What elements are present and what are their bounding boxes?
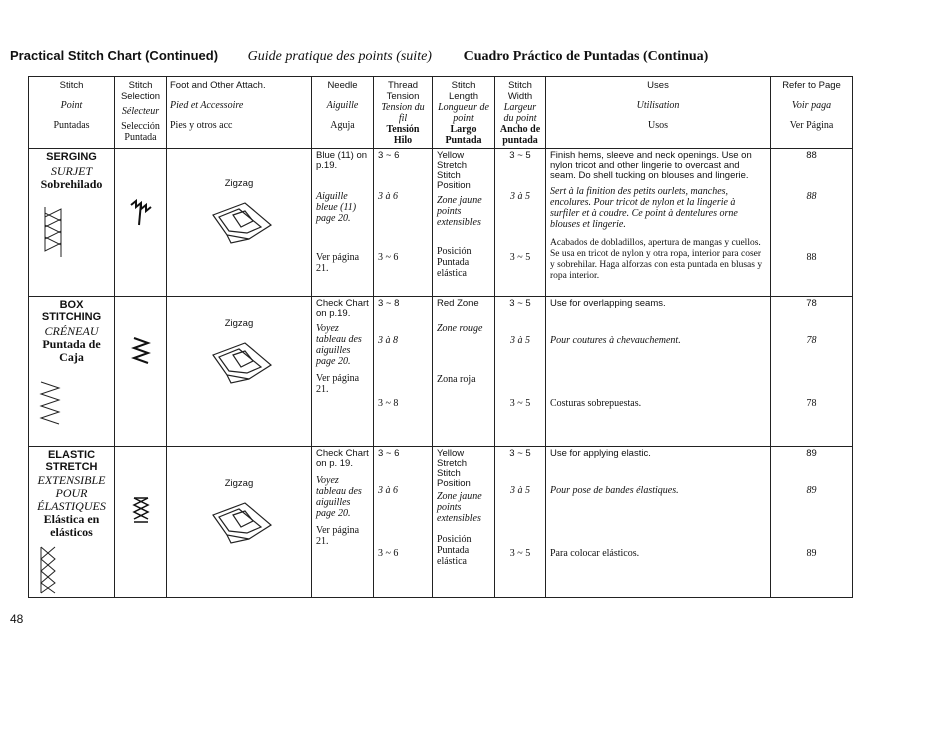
foot-cell: [167, 149, 312, 297]
elastic-selector-symbol-icon: [131, 495, 151, 525]
title-english: Practical Stitch Chart (Continued): [10, 48, 219, 63]
uses-cell: Finish hems, sleeve and neck openings. Use on nylon tricot and other lingerie to overcast and seam. Do shell tucking on blouses and lingerie. Sert à la finition des petits ourlets, manches, encolures. Pour tricot de nylon et la lingerie à surfiler et à coudre. Ce point à dentelures orne blouses et lingerie. Acabados de dobladillos, apertura de mangas y cuellos. Se usa en tricot de nylon y otra ropa, interior para coser y sobrehilar. Haga alforzas con esta puntada en blusas y ropa interior.: [546, 149, 771, 297]
table-row: [29, 447, 853, 598]
foot-label: Zigzag: [224, 478, 254, 489]
header-stitch-width: Stitch Width Largeur du point Ancho de puntada: [495, 77, 546, 149]
uses-cell: Use for overlapping seams. Pour coutures à chevauchement. Costuras sobrepuestas.: [546, 297, 771, 447]
foot-label: Zigzag: [224, 318, 254, 329]
header-row: [29, 77, 853, 149]
title-spanish: Cuadro Práctico de Puntadas (Continua): [463, 49, 709, 64]
refer-page-cell: 89 89 89: [771, 447, 853, 598]
zigzag-foot-icon: [209, 499, 275, 547]
stitch-chart-table: [28, 76, 853, 598]
header-refer-page: Refer to Page Voir paga Ver Página: [771, 77, 853, 149]
header-foot: Foot and Other Attach. Pied et Accessoire Pies y otros acc: [167, 77, 312, 149]
foot-label: Zigzag: [224, 178, 254, 189]
stitch-selection-cell: [115, 447, 167, 598]
box-selector-symbol-icon: [130, 335, 152, 369]
stitch-width-cell: 3 ~ 5 3 à 5 3 ~ 5: [495, 447, 546, 598]
stitch-length-cell: Yellow Stretch Stitch Position Zone jaune points extensibles Posición Puntada elástica: [433, 149, 495, 297]
uses-cell: Use for applying elastic. Pour pose de bandes élastiques. Para colocar elásticos.: [546, 447, 771, 598]
foot-cell: [167, 297, 312, 447]
refer-page-cell: 78 78 78: [771, 297, 853, 447]
page-title: [10, 48, 708, 65]
stitch-width-cell: 3 ~ 5 3 à 5 3 ~ 5: [495, 297, 546, 447]
thread-tension-cell: 3 ~ 8 3 à 8 3 ~ 8: [374, 297, 433, 447]
zigzag-foot-icon: [209, 199, 275, 247]
stitch-name-cell: SERGING SURJET Sobrehilado: [29, 149, 115, 297]
page-number: 48: [10, 612, 24, 626]
header-thread-tension: Thread Tension Tension du fil Tensión Hilo: [374, 77, 433, 149]
header-stitch-length: Stitch Length Longueur de point Largo Puntada: [433, 77, 495, 149]
stitch-length-cell: Red Zone Zone rouge Zona roja: [433, 297, 495, 447]
box-stitch-pattern-icon: [37, 378, 67, 430]
header-stitch: Stitch Point Puntadas: [29, 77, 115, 149]
thread-tension-cell: 3 ~ 6 3 à 6 3 ~ 6: [374, 149, 433, 297]
zigzag-foot-icon: [209, 339, 275, 387]
elastic-stitch-pattern-icon: [37, 545, 67, 595]
serging-selector-symbol-icon: [128, 197, 154, 227]
refer-page-cell: 88 88 88: [771, 149, 853, 297]
needle-cell: Blue (11) on p.19. Aiguille bleue (11) page 20. Ver página 21.: [312, 149, 374, 297]
table-row: [29, 149, 853, 297]
stitch-selection-cell: [115, 149, 167, 297]
stitch-selection-cell: [115, 297, 167, 447]
title-french: Guide pratique des points (suite): [247, 49, 432, 64]
stitch-name-cell: BOX STITCHING CRÉNEAU Puntada de Caja: [29, 297, 115, 447]
table-row: [29, 297, 853, 447]
needle-cell: Check Chart on p.19. Voyez tableau des aiguilles page 20. Ver página 21.: [312, 297, 374, 447]
needle-cell: Check Chart on p. 19. Voyez tableau des aiguilles page 20. Ver página 21.: [312, 447, 374, 598]
stitch-length-cell: Yellow Stretch Stitch Position Zone jaune points extensibles Posición Puntada elástica: [433, 447, 495, 598]
header-selection: Stitch Selection Sélecteur Selección Puntada: [115, 77, 167, 149]
foot-cell: [167, 447, 312, 598]
stitch-width-cell: 3 ~ 5 3 à 5 3 ~ 5: [495, 149, 546, 297]
thread-tension-cell: 3 ~ 6 3 à 6 3 ~ 6: [374, 447, 433, 598]
header-uses: Uses Utilisation Usos: [546, 77, 771, 149]
header-needle: Needle Aiguille Aguja: [312, 77, 374, 149]
stitch-name-cell: ELASTIC STRETCH EXTENSIBLE POUR ÉLASTIQUES Elástica en elásticos: [29, 447, 115, 598]
serging-stitch-pattern-icon: [41, 205, 71, 261]
